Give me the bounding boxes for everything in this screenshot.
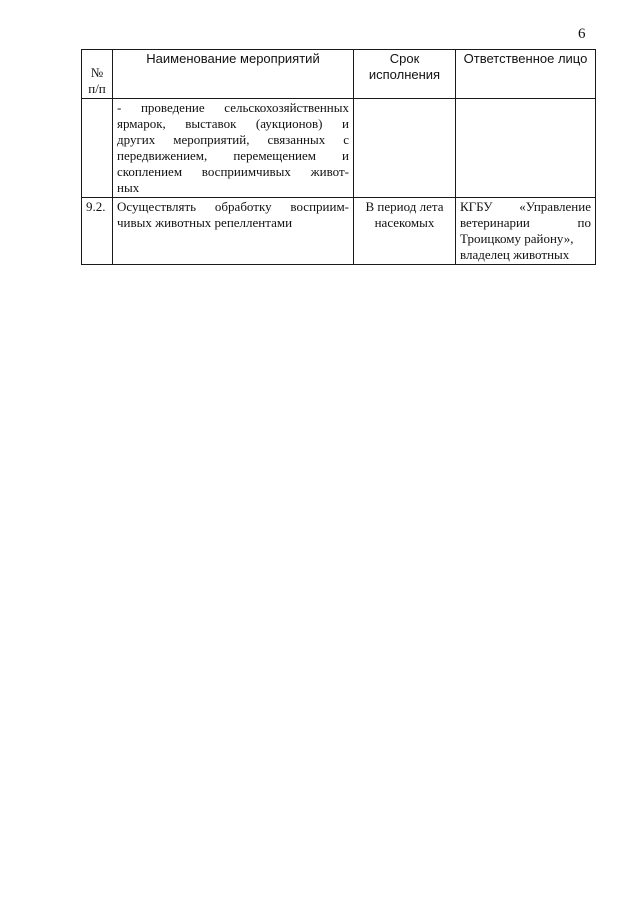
row-1-name [113, 99, 354, 198]
table-row [82, 198, 596, 265]
row-1-name-line: ных [117, 180, 140, 195]
measures-table [81, 49, 596, 265]
row-1-responsible [456, 99, 596, 198]
row-1-name-line: - проведение сельскохозяйственных [117, 100, 349, 115]
row-2-num: 9.2. [82, 198, 113, 265]
row-2-name [113, 198, 354, 265]
table-header-row [82, 50, 596, 99]
header-num-abbr: п/п [88, 81, 106, 96]
row-1-name-line: передвижением, перемещением и [117, 148, 349, 163]
row-1-num [82, 99, 113, 198]
row-2-responsible-line: Троицкому району», [460, 231, 574, 246]
row-2-responsible-line: владелец животных [460, 247, 570, 262]
header-responsible: Ответственное лицо [456, 50, 596, 99]
table-row [82, 99, 596, 198]
row-1-name-line: скоплением восприимчивых живот- [117, 164, 349, 179]
header-num-symbol: № [90, 65, 104, 80]
row-2-term-line: В период лета [365, 199, 444, 214]
page-number: 6 [578, 26, 586, 42]
row-1-name-line: других мероприятий, связанных с [117, 132, 349, 147]
header-name: Наименование мероприятий [113, 50, 354, 99]
row-2-term [354, 198, 456, 265]
header-term: Срок исполнения [354, 50, 456, 99]
row-1-term [354, 99, 456, 198]
header-num [82, 50, 113, 99]
row-2-term-line: насекомых [374, 215, 435, 230]
row-2-responsible [456, 198, 596, 265]
row-2-responsible-line: ветеринарии по [460, 215, 591, 230]
row-2-responsible-line: КГБУ «Управление [460, 199, 591, 214]
row-1-name-line: ярмарок, выставок (аукционов) и [117, 116, 349, 131]
row-2-name-line: Осуществлять обработку восприим- [117, 199, 349, 214]
row-2-name-line: чивых животных репеллентами [117, 215, 293, 230]
